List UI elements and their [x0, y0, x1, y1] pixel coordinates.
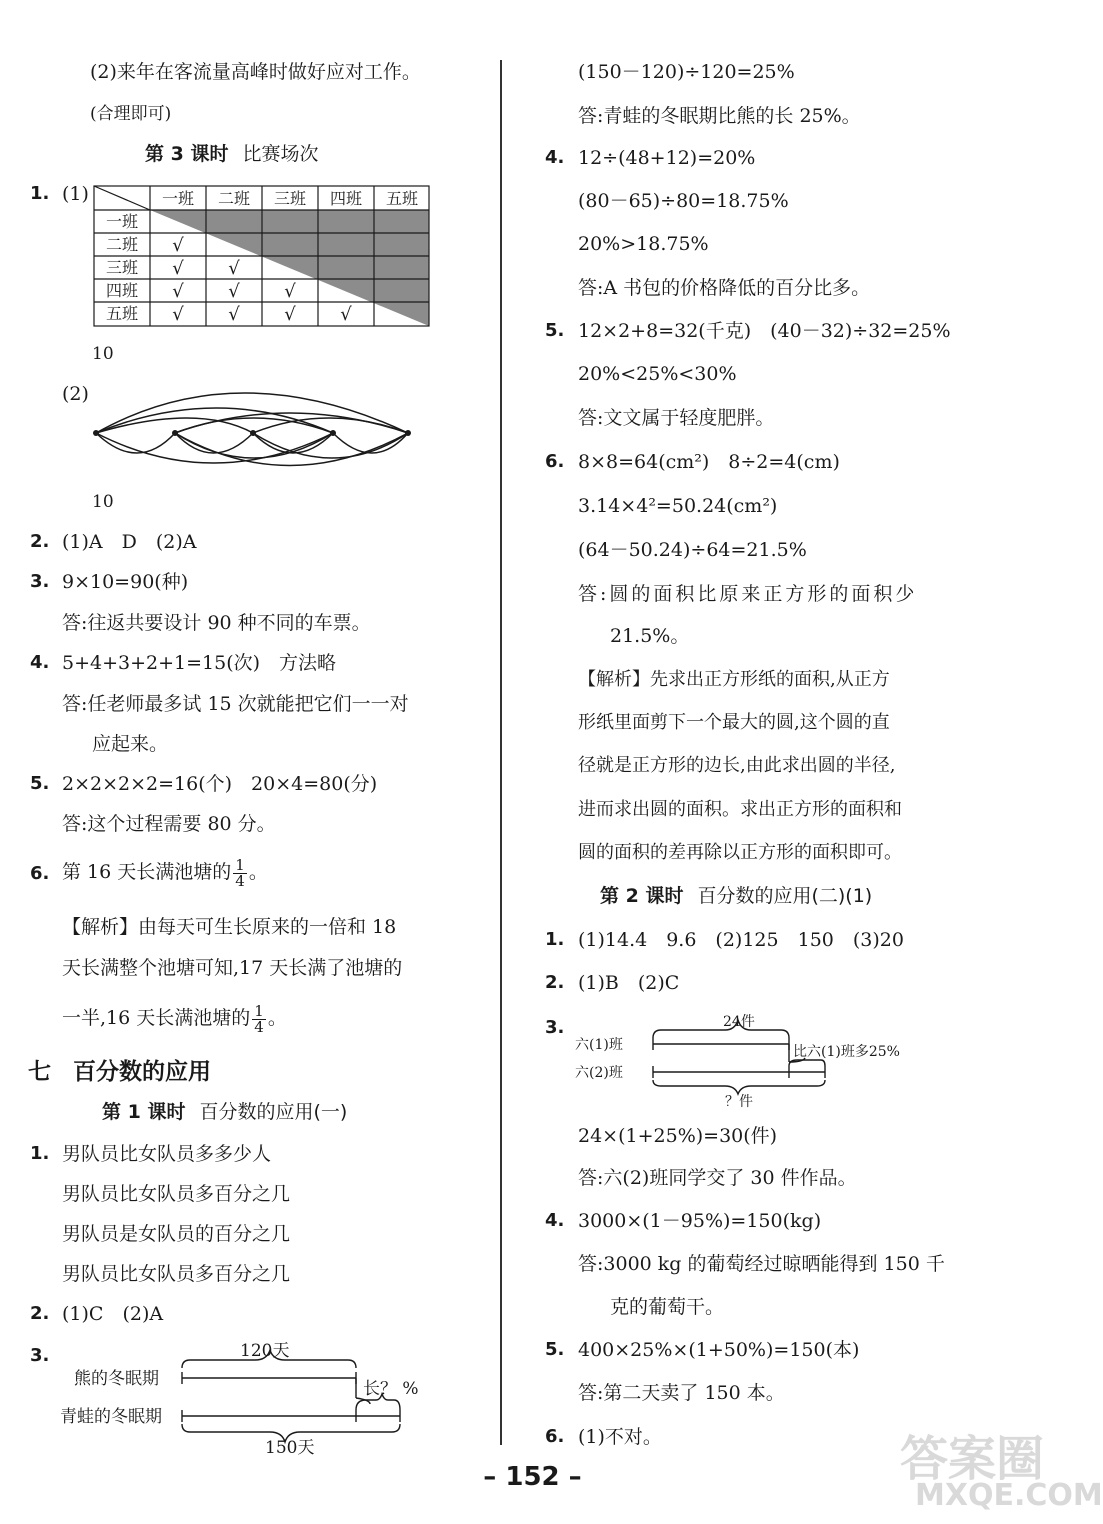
section-number: 第 1 课时 — [102, 1101, 186, 1123]
analysis-text: 进而求出圆的面积。求出正方形的面积和 — [578, 799, 902, 820]
answer-text: 2×2×2×2=16(个) 20×4=80(分) — [62, 773, 378, 795]
chapter-number: 七 — [28, 1059, 51, 1085]
question-number: 1. — [30, 1143, 50, 1164]
answer-text: 12×2+8=32(千克) (40－32)÷32=25% — [578, 320, 951, 342]
answer-text: (1)C (2)A — [62, 1303, 164, 1325]
check-mark: √ — [172, 281, 184, 302]
answer-text: (150－120)÷120=25% — [578, 61, 795, 83]
node — [405, 430, 411, 436]
question-number: 2. — [545, 972, 565, 993]
answer-text: 答:往返共要设计 90 种不同的车票。 — [62, 612, 371, 634]
question-number: 4. — [30, 652, 50, 673]
section-title: 百分数的应用(一) — [199, 1101, 348, 1123]
question-number: 4. — [545, 1210, 565, 1231]
arc — [175, 433, 253, 453]
side-brace — [789, 1060, 825, 1066]
node — [172, 430, 178, 436]
label-top: 120天 — [240, 1341, 290, 1361]
check-mark: √ — [172, 235, 184, 256]
column-header: 一班 — [161, 189, 195, 208]
check-mark: √ — [284, 304, 296, 325]
row-header: 一班 — [105, 212, 139, 231]
check-mark: √ — [228, 258, 240, 279]
analysis-text: 【解析】先求出正方形纸的面积,从正方 — [578, 669, 890, 690]
node — [93, 430, 99, 436]
column-header: 四班 — [329, 189, 363, 208]
question-number: 6. — [545, 1426, 565, 1447]
text-line: (2)来年在客流量高峰时做好应对工作。 — [90, 61, 421, 83]
section-title: 比赛场次 — [242, 143, 319, 165]
label-top: 24件 — [723, 1014, 755, 1030]
check-mark: √ — [228, 281, 240, 302]
fraction — [252, 1001, 266, 1036]
top-brace — [653, 1020, 789, 1038]
denominator: 4 — [235, 871, 245, 890]
chapter-title: 百分数的应用 — [73, 1059, 211, 1085]
answer-text: (1)A D (2)A — [62, 531, 197, 553]
analysis-text: 径就是正方形的边长,由此求出圆的半径, — [578, 755, 896, 776]
answer-text: 答:3000 kg 的葡萄经过晾晒能得到 150 千 — [578, 1253, 945, 1275]
analysis-text: 天长满整个池塘可知,17 天长满了池塘的 — [62, 957, 403, 979]
section-heading — [102, 1100, 347, 1124]
answer-text: 20%<25%<30% — [578, 363, 737, 385]
answer-text: 答:文文属于轻度肥胖。 — [578, 407, 775, 429]
analysis-text: 圆的面积的差再除以正方形的面积即可。 — [578, 842, 902, 863]
answer-text: 9×10=90(种) — [62, 571, 189, 593]
numerator: 1 — [235, 855, 245, 874]
check-mark: √ — [172, 258, 184, 279]
question-number: 6. — [545, 451, 565, 472]
label-class1: 六(1)班 — [575, 1037, 623, 1053]
node — [330, 430, 336, 436]
arc — [175, 433, 408, 466]
handshake-diagram — [88, 378, 418, 468]
answer-text: 应起来。 — [92, 733, 169, 755]
answer-text-part: 。 — [248, 861, 268, 883]
arc — [96, 433, 333, 463]
line-segment-diagram — [60, 1338, 440, 1456]
bottom-brace — [653, 1080, 825, 1094]
column-header: 三班 — [273, 189, 307, 208]
check-mark: √ — [284, 281, 296, 302]
question-number: 5. — [545, 320, 565, 341]
answer-text: (1)14.4 9.6 (2)125 150 (3)20 — [578, 929, 904, 951]
question-number: 3. — [30, 1345, 50, 1366]
match-table — [94, 186, 429, 326]
answer-text: 400×25%×(1+50%)=150(本) — [578, 1339, 860, 1361]
section-number: 第 2 课时 — [600, 885, 684, 907]
answer-text: 3000×(1－95%)=150(kg) — [578, 1210, 822, 1232]
answer-value: 10 — [92, 344, 114, 364]
answer-text: 答:六(2)班同学交了 30 件作品。 — [578, 1167, 857, 1189]
answer-text: 3.14×4²=50.24(cm²) — [578, 495, 778, 517]
question-number: 2. — [30, 1303, 50, 1324]
analysis-text-part: 一半,16 天长满池塘的 — [62, 1007, 251, 1029]
answer-text: 克的葡萄干。 — [610, 1296, 725, 1318]
answer-text: 男队员比女队员多多少人 — [62, 1143, 272, 1165]
label-class2: 六(2)班 — [575, 1065, 623, 1081]
question-number: 4. — [545, 147, 565, 168]
answer-text: 24×(1+25%)=30(件) — [578, 1125, 778, 1147]
numerator: 1 — [254, 1001, 264, 1020]
analysis-text: 【解析】由每天可生长原来的一倍和 18 — [62, 916, 397, 938]
answer-text — [62, 852, 268, 892]
column-header: 五班 — [385, 189, 419, 208]
section-number: 第 3 课时 — [145, 143, 229, 165]
check-mark: √ — [172, 304, 184, 325]
answer-text: 男队员是女队员的百分之几 — [62, 1223, 291, 1245]
row-header: 三班 — [105, 258, 139, 277]
question-number: 1. — [30, 183, 50, 204]
check-mark: √ — [228, 304, 240, 325]
arc — [253, 418, 408, 433]
question-number: 6. — [30, 863, 50, 884]
answer-text: 答:第二天卖了 150 本。 — [578, 1382, 785, 1404]
answer-value: 10 — [92, 492, 114, 512]
column-header: 二班 — [217, 189, 251, 208]
row-header: 二班 — [105, 235, 139, 254]
label-bottom: 150天 — [265, 1438, 315, 1458]
label-frog: 青蛙的冬眠期 — [60, 1407, 162, 1427]
question-number: 2. — [30, 531, 50, 552]
question-number: 1. — [545, 929, 565, 950]
section-heading — [600, 884, 872, 908]
label-bottom: ？件 — [725, 1094, 753, 1110]
fraction — [233, 855, 247, 890]
question-number: 5. — [30, 773, 50, 794]
part-label: (2) — [62, 383, 89, 405]
part-label: (1) — [62, 183, 89, 205]
analysis-text-part: 。 — [267, 1007, 287, 1029]
answer-text: 答:圆的面积比原来正方形的面积少 — [578, 583, 918, 605]
question-number: 3. — [545, 1017, 565, 1038]
answer-text: 答:青蛙的冬眠期比熊的长 25%。 — [578, 105, 861, 127]
question-number: 3. — [30, 571, 50, 592]
analysis-text — [62, 998, 287, 1038]
watermark-logo: 答案圈 — [900, 1431, 1045, 1487]
arc — [96, 393, 408, 433]
page-number: – 152 – — [483, 1462, 582, 1492]
analysis-text: 形纸里面剪下一个最大的圆,这个圆的直 — [578, 712, 890, 733]
answer-text: (80－65)÷80=18.75% — [578, 190, 789, 212]
line-segment-diagram — [575, 1010, 955, 1108]
section-title: 百分数的应用(二)(1) — [697, 885, 873, 907]
watermark-site: MXQE.COM — [915, 1478, 1103, 1513]
answer-text: 21.5%。 — [610, 625, 690, 647]
answer-text: 答:这个过程需要 80 分。 — [62, 813, 276, 835]
label-side: 比六(1)班多25% — [793, 1044, 900, 1060]
answer-text: (1)不对。 — [578, 1426, 662, 1448]
answer-text: (1)B (2)C — [578, 972, 680, 994]
answer-text: (64－50.24)÷64=21.5% — [578, 539, 807, 561]
answer-text: 5+4+3+2+1=15(次) 方法略 — [62, 652, 337, 674]
section-heading — [145, 142, 318, 166]
check-mark: √ — [340, 304, 352, 325]
answer-text: 男队员比女队员多百分之几 — [62, 1263, 291, 1285]
node — [250, 430, 256, 436]
answer-text: 答:A 书包的价格降低的百分比多。 — [578, 277, 871, 299]
chapter-heading — [28, 1058, 211, 1086]
answer-text: 答:任老师最多试 15 次就能把它们一一对 — [62, 693, 409, 715]
label-side: 长？ % — [363, 1379, 419, 1399]
denominator: 4 — [254, 1017, 264, 1036]
answer-text: 20%>18.75% — [578, 233, 709, 255]
answer-text: 男队员比女队员多百分之几 — [62, 1183, 291, 1205]
question-number: 5. — [545, 1339, 565, 1360]
column-divider — [500, 60, 502, 1445]
label-bear: 熊的冬眠期 — [74, 1369, 159, 1389]
answer-text-part: 第 16 天长满池塘的 — [62, 861, 232, 883]
row-header: 五班 — [105, 304, 139, 323]
answer-text: 8×8=64(cm²) 8÷2=4(cm) — [578, 451, 840, 473]
answer-text: 12÷(48+12)=20% — [578, 147, 756, 169]
text-line: (合理即可) — [90, 104, 172, 124]
row-header: 四班 — [105, 281, 139, 300]
